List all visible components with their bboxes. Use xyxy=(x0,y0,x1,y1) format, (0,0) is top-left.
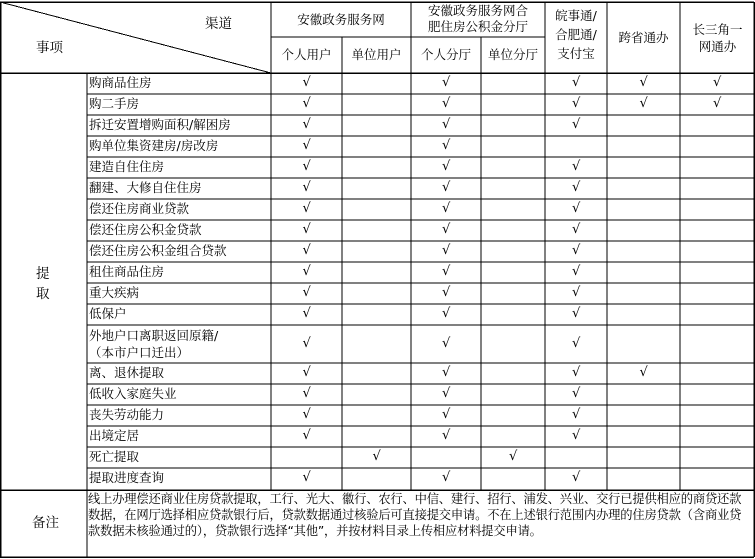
header-group-wanshitong-line-1: 皖事通/ xyxy=(555,8,597,23)
section-label-withdrawal xyxy=(36,264,50,304)
check-mark: √ xyxy=(572,222,581,237)
header-group-cross-province: 跨省通办 xyxy=(618,29,669,45)
header-group-gov-service-net: 安徽政务服务网 xyxy=(297,12,385,27)
check-mark: √ xyxy=(302,180,311,195)
table-row-item: 死亡提取 xyxy=(89,449,140,464)
check-mark: √ xyxy=(572,96,581,111)
table-row-item: 离、退休提取 xyxy=(89,365,165,380)
check-mark: √ xyxy=(302,407,311,422)
check-mark: √ xyxy=(713,96,722,111)
remarks-text: 线上办理偿还商业住房贷款提取，工行、光大、徽行、农行、中信、建行、招行、浦发、兴业、交行已提供相应的商贷还款数据，在网厅选择相应贷款银行后，贷款数据通过核验后可直接提交申请。不在上述银行范围内办理的住房贷款（含商业贷款数据未核验通过的），贷款银行选择“其他”，并按材料目录上传相应材料提交申请。 xyxy=(88,492,742,538)
check-mark: √ xyxy=(572,201,581,216)
table-row-item: 出境定居 xyxy=(89,428,140,443)
check-mark: √ xyxy=(302,201,311,216)
table-row-item: 偿还住房公积金组合贷款 xyxy=(89,243,227,258)
table-row-item: 低收入家庭失业 xyxy=(89,386,177,401)
check-mark: √ xyxy=(442,335,451,351)
check-mark: √ xyxy=(572,428,581,443)
check-mark: √ xyxy=(302,117,311,132)
table-row-item xyxy=(89,327,270,361)
check-mark: √ xyxy=(442,96,451,111)
check-mark: √ xyxy=(302,264,311,279)
check-mark: √ xyxy=(572,117,581,132)
check-mark: √ xyxy=(302,306,311,321)
header-group-yangtze-delta xyxy=(680,21,755,55)
table-row-item-line: 外地户口离职返回原籍/ xyxy=(89,328,219,343)
check-mark: √ xyxy=(572,264,581,279)
check-mark: √ xyxy=(442,470,451,485)
check-mark: √ xyxy=(372,449,381,464)
table-row-item: 购二手房 xyxy=(89,96,140,111)
check-mark: √ xyxy=(572,243,581,258)
header-group-hefei-branch-line-2: 肥住房公积金分厅 xyxy=(427,19,528,34)
check-mark: √ xyxy=(302,335,311,351)
table-row-item: 偿还住房商业贷款 xyxy=(89,201,190,216)
check-mark: √ xyxy=(572,180,581,195)
section-label-char-2: 取 xyxy=(36,286,50,302)
table-row-item: 翻建、大修自住住房 xyxy=(89,180,202,195)
check-mark: √ xyxy=(302,75,311,90)
check-mark: √ xyxy=(639,96,648,111)
check-mark: √ xyxy=(442,407,451,422)
header-sub-personal-user: 个人用户 xyxy=(281,47,332,62)
table-row-item: 偿还住房公积金贷款 xyxy=(89,222,202,237)
check-mark: √ xyxy=(713,75,722,90)
check-mark: √ xyxy=(442,264,451,279)
check-mark: √ xyxy=(572,285,581,300)
check-mark: √ xyxy=(302,159,311,174)
header-sub-personal-branch: 个人分厅 xyxy=(420,47,471,62)
header-sub-unit-branch: 单位分厅 xyxy=(487,47,538,62)
check-mark: √ xyxy=(572,306,581,321)
check-mark: √ xyxy=(442,428,451,443)
check-mark: √ xyxy=(442,159,451,174)
check-mark: √ xyxy=(302,96,311,111)
grid-line xyxy=(0,2,271,73)
check-mark: √ xyxy=(302,428,311,443)
check-mark: √ xyxy=(302,470,311,485)
header-group-hefei-branch-line-1: 安徽政务服务网合 xyxy=(427,3,528,18)
check-mark: √ xyxy=(302,365,311,380)
check-mark: √ xyxy=(302,222,311,237)
check-mark: √ xyxy=(572,75,581,90)
check-mark: √ xyxy=(442,75,451,90)
table-row-item: 丧失劳动能力 xyxy=(89,407,165,422)
check-mark: √ xyxy=(572,159,581,174)
table-row-item: 购商品住房 xyxy=(89,75,152,90)
check-mark: √ xyxy=(442,117,451,132)
check-mark: √ xyxy=(572,335,581,351)
header-group-wanshitong-line-3: 支付宝 xyxy=(557,46,595,61)
check-mark: √ xyxy=(302,386,311,401)
check-mark: √ xyxy=(509,449,518,464)
check-mark: √ xyxy=(442,306,451,321)
remarks-label: 备注 xyxy=(32,515,59,531)
check-mark: √ xyxy=(572,407,581,422)
check-mark: √ xyxy=(442,365,451,380)
check-mark: √ xyxy=(572,386,581,401)
check-mark: √ xyxy=(442,243,451,258)
check-mark: √ xyxy=(572,470,581,485)
header-group-hefei-branch xyxy=(411,3,545,37)
check-mark: √ xyxy=(442,180,451,195)
check-mark: √ xyxy=(302,138,311,153)
table-row-item: 租住商品住房 xyxy=(89,264,165,279)
header-sub-unit-user: 单位用户 xyxy=(351,47,402,62)
header-group-wanshitong-line-2: 合肥通/ xyxy=(555,27,597,42)
header-item-label: 事项 xyxy=(36,40,63,56)
check-mark: √ xyxy=(442,285,451,300)
table-row-item: 建造自住住房 xyxy=(89,159,165,174)
header-group-yangtze-delta-line-1: 长三角一 xyxy=(692,22,743,37)
header-group-yangtze-delta-line-2: 网通办 xyxy=(698,39,737,54)
header-group-wanshitong xyxy=(545,6,607,63)
table-row-item: 提取进度查询 xyxy=(89,470,165,485)
table-row-item: 低保户 xyxy=(89,306,127,321)
check-mark: √ xyxy=(442,138,451,153)
check-mark: √ xyxy=(442,222,451,237)
check-mark: √ xyxy=(639,365,648,380)
header-channel-label: 渠道 xyxy=(205,16,232,32)
section-label-char-1: 提 xyxy=(36,266,50,282)
check-mark: √ xyxy=(572,365,581,380)
check-mark: √ xyxy=(302,243,311,258)
table-row-item: 购单位集资建房/房改房 xyxy=(89,138,219,153)
check-mark: √ xyxy=(442,386,451,401)
check-mark: √ xyxy=(639,75,648,90)
check-mark: √ xyxy=(302,285,311,300)
table-row-item: 重大疾病 xyxy=(89,285,140,300)
check-mark: √ xyxy=(442,201,451,216)
table-row-item: 拆迁安置增购面积/解困房 xyxy=(89,117,231,132)
table-row-item-line: （本市户口迁出） xyxy=(89,345,190,360)
